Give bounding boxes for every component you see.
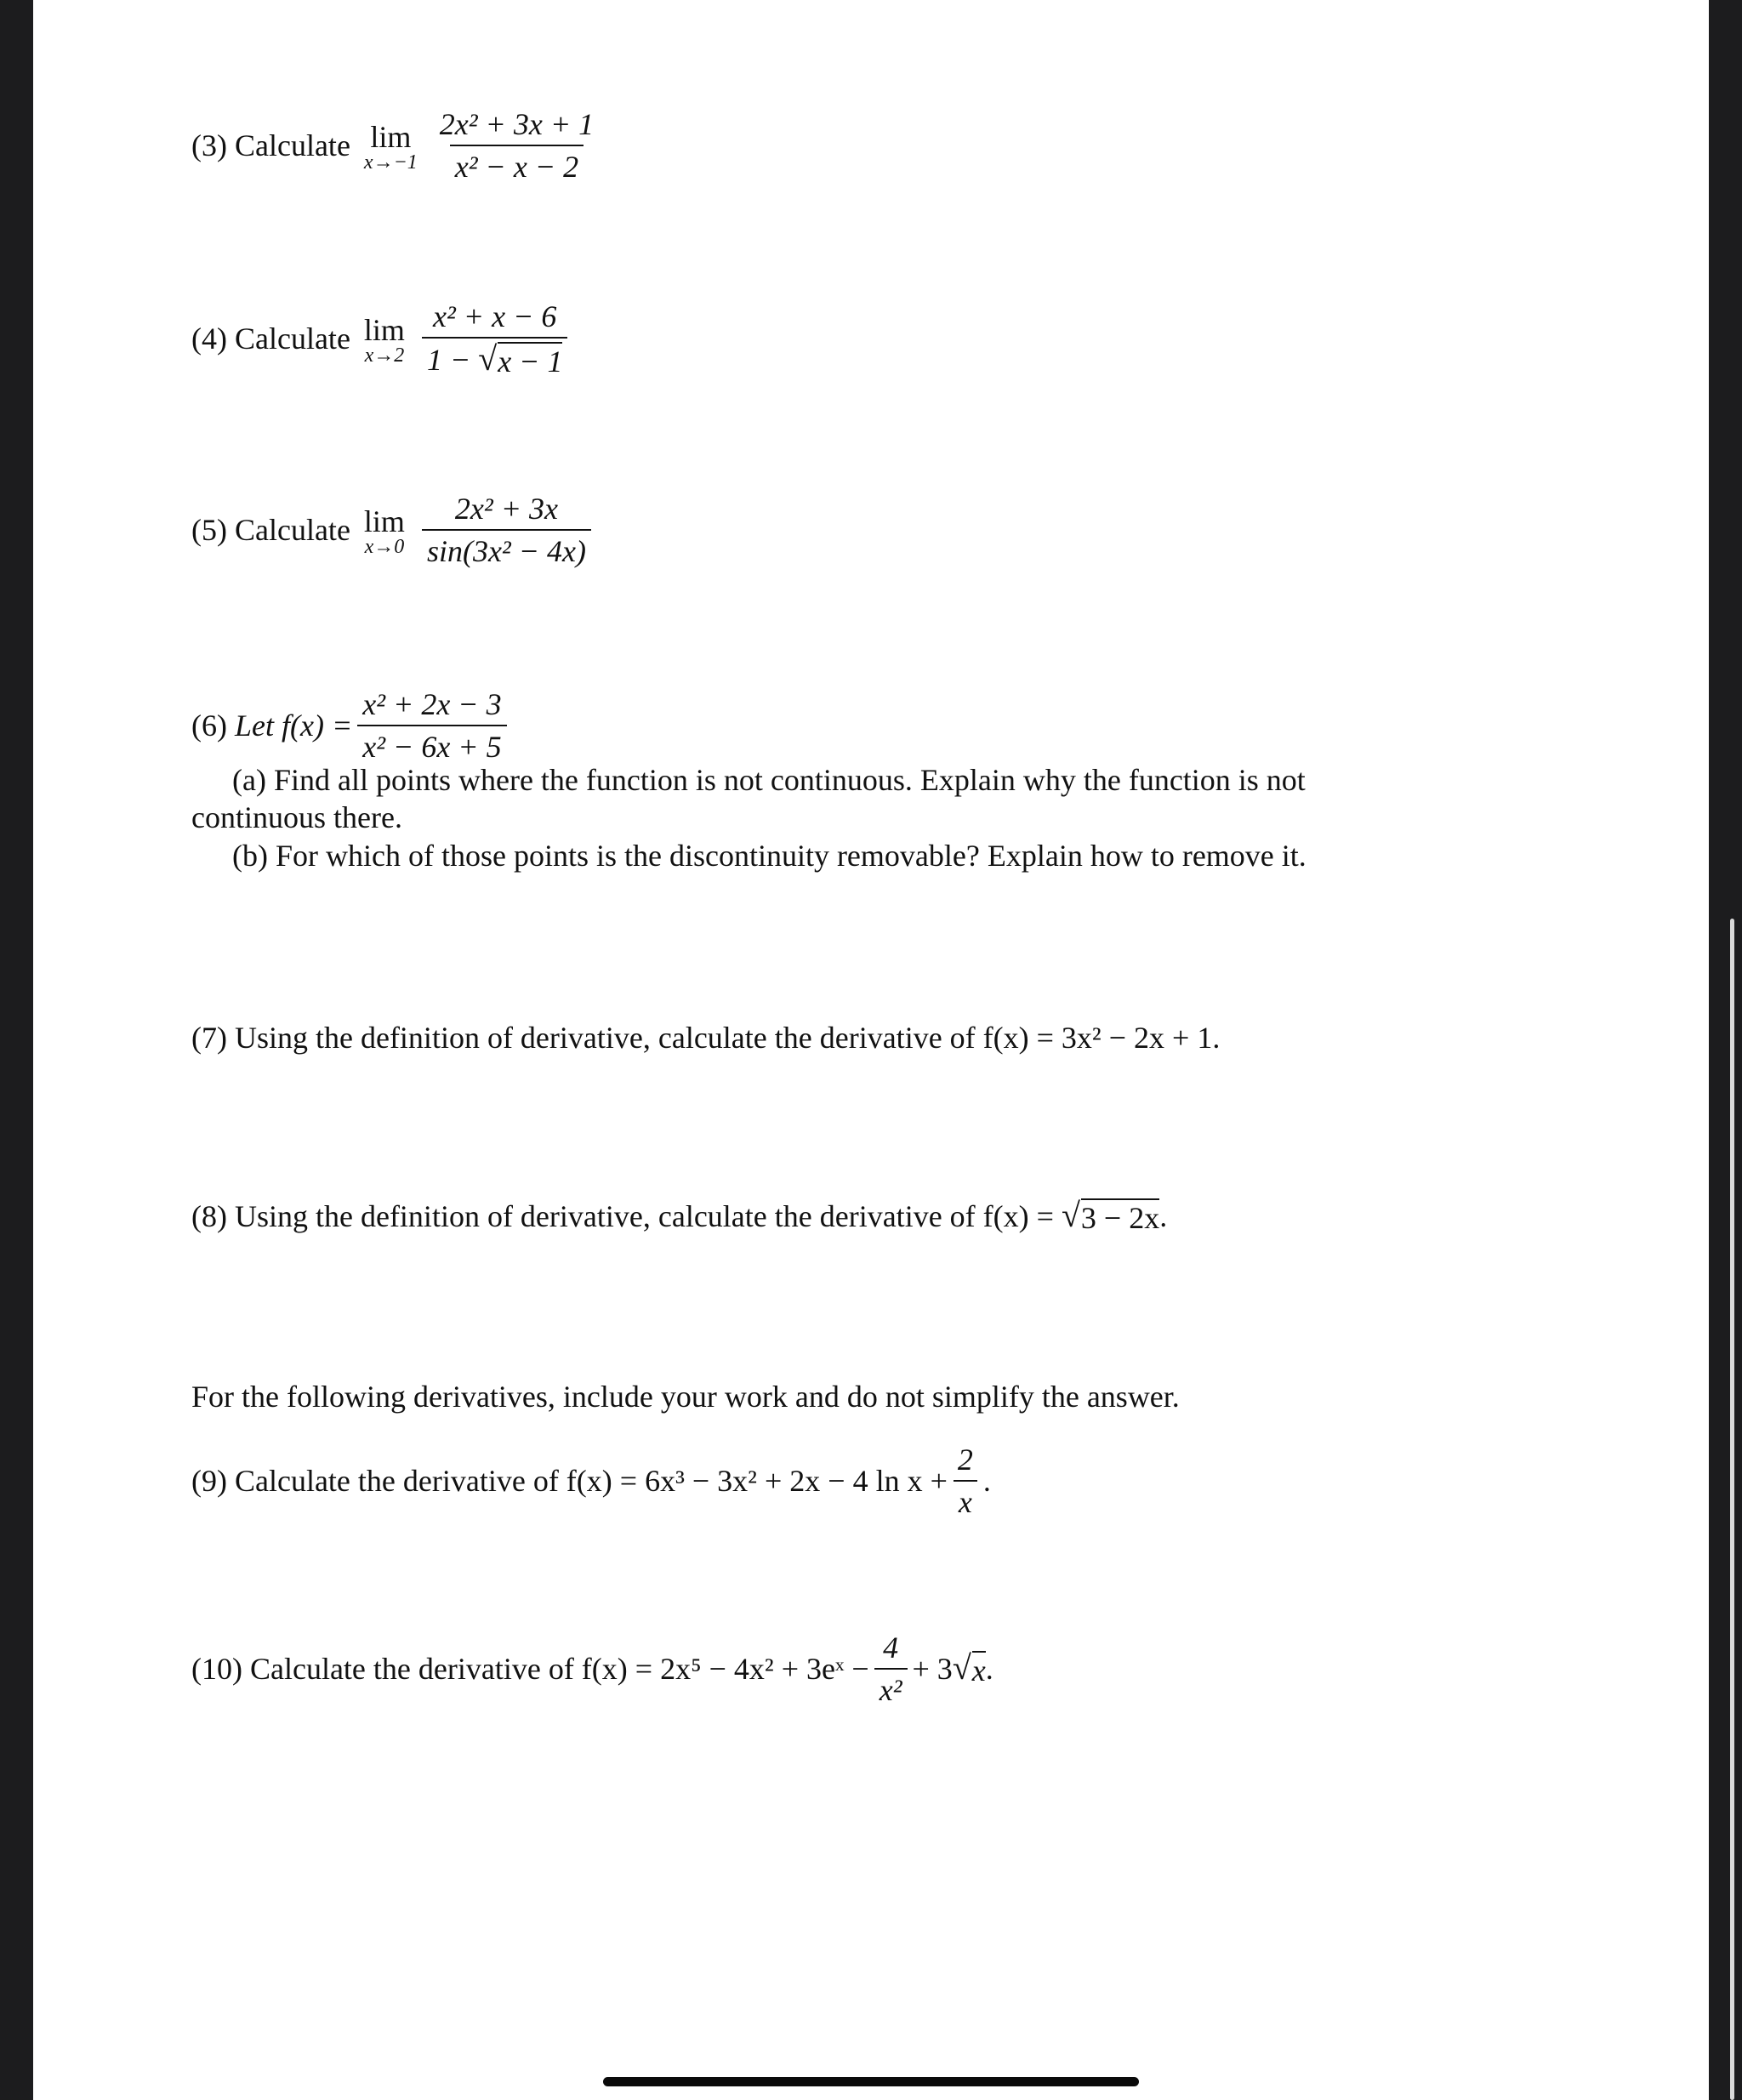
problem-6b: (b) For which of those points is the discontinuity removable? Explain how to remove it. (232, 839, 1306, 873)
problem-10-mid: + 3 (912, 1652, 953, 1686)
denominator-left: 1 − (426, 343, 471, 377)
problem-5 (191, 492, 596, 568)
problem-6a-line1: (a) Find all points where the function is not continuous. Explain why the function is not (232, 763, 1306, 797)
problem-10-text: (10) Calculate the derivative of f(x) = 2x⁵ − 4x² + 3eˣ − (191, 1652, 869, 1686)
denominator: x² − 6x + 5 (357, 725, 506, 764)
problem-3-label: (3) (191, 128, 227, 162)
scroll-indicator[interactable] (1730, 919, 1734, 2100)
numerator: 4 (883, 1630, 899, 1665)
fraction (357, 687, 506, 764)
limit-subscript: x→−1 (363, 151, 418, 174)
denominator: x² (874, 1668, 908, 1707)
problem-3 (191, 107, 604, 184)
fraction (953, 1443, 978, 1519)
problem-4-label: (4) (191, 322, 227, 356)
fraction (874, 1630, 908, 1707)
problem-5-verb: Calculate (234, 513, 350, 547)
fraction (422, 299, 568, 378)
problem-6a-line2: continuous there. (191, 800, 402, 834)
fraction (422, 492, 591, 568)
numerator: x² + 2x − 3 (362, 687, 502, 721)
problem-8 (191, 1198, 1167, 1235)
square-root: √ x − 1 (478, 339, 563, 378)
problem-6-lead: Let f(x) = (234, 709, 353, 743)
square-root: √ x (952, 1648, 986, 1687)
denominator: sin(3x² − 4x) (422, 529, 591, 568)
problem-6-label: (6) (191, 709, 227, 743)
problem-4 (191, 299, 572, 378)
problem-7: (7) Using the definition of derivative, calculate the derivative of f(x) = 3x² − 2x + 1. (191, 1021, 1221, 1055)
limit-operator: lim x→2 (363, 313, 405, 367)
problem-4-verb: Calculate (234, 322, 350, 356)
problem-10 (191, 1630, 993, 1707)
radicand: x − 1 (498, 342, 562, 378)
numerator: x² + x − 6 (433, 299, 557, 333)
problem-6 (191, 687, 512, 764)
square-root: √ 3 − 2x (1061, 1196, 1160, 1235)
problem-9 (191, 1443, 991, 1519)
fraction (435, 107, 599, 184)
numerator: 2 (957, 1443, 973, 1477)
radicand: 3 − 2x (1081, 1198, 1159, 1234)
derivative-instructions: For the following derivatives, include your work and do not simplify the answer. (191, 1380, 1180, 1414)
denominator: x² − x − 2 (450, 145, 584, 184)
limit-operator: lim x→−1 (363, 120, 418, 174)
limit-subscript: x→2 (364, 344, 405, 367)
numerator: 2x² + 3x + 1 (439, 107, 595, 141)
problem-10-end: . (985, 1652, 993, 1686)
denominator (422, 337, 568, 378)
radicand: x (972, 1651, 986, 1687)
problem-9-end: . (982, 1464, 991, 1498)
limit-operator: lim x→0 (363, 504, 405, 558)
problem-8-text: (8) Using the definition of derivative, calculate the derivative of f(x) = (191, 1199, 1054, 1233)
problem-3-verb: Calculate (234, 128, 350, 162)
problem-5-label: (5) (191, 513, 227, 547)
problem-9-text: (9) Calculate the derivative of f(x) = 6x³ − 3x² + 2x − 4 ln x + (191, 1464, 948, 1498)
numerator: 2x² + 3x (454, 492, 558, 526)
limit-subscript: x→0 (364, 536, 405, 558)
home-indicator[interactable] (603, 2077, 1139, 2086)
denominator: x (954, 1480, 977, 1519)
problem-8-end: . (1159, 1199, 1168, 1233)
